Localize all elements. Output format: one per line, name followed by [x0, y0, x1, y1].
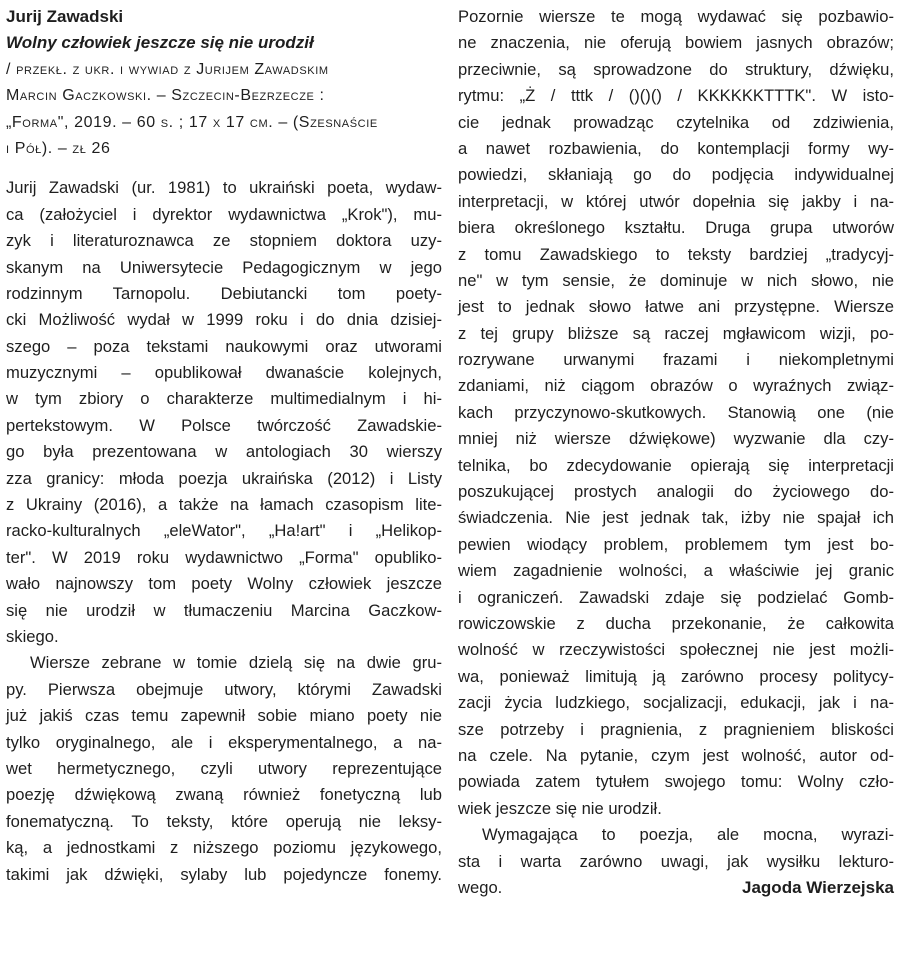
biblio-line: i Pół). – zł 26 [6, 139, 111, 157]
text-line: świadczenia. Nie jest jednak tak, iżby nie spajał ich [458, 508, 894, 528]
text-line: wiek jeszcze się nie urodził. [458, 798, 662, 818]
text-line: interpretacji, w której utwór dopełnia się jakby i na- [458, 191, 894, 211]
text-line: wa, ponieważ limitują ją zarówno procesy politycy- [458, 666, 894, 686]
text-line: Pozornie wiersze te mogą wydawać się pozbawio- [458, 7, 894, 26]
text-line: racko-kulturalnych „eleWator", „Ha!art" i „Helikop- [6, 521, 442, 541]
final-line [458, 875, 894, 901]
left-column [6, 4, 442, 888]
text-line: zacji życia ludzkiego, socjalizacji, edukacji, jak i na- [458, 693, 894, 713]
right-column [458, 4, 894, 901]
text-line: Jurij Zawadski (ur. 1981) to ukraiński poeta, wydaw- [6, 178, 442, 198]
text-line: przeciwnie, są sprowadzone do struktury, dźwięku, [458, 59, 894, 79]
text-line: cki Możliwość wydał w 1999 roku i do dnia dzisiej- [6, 310, 442, 330]
text-line-end: wego. [458, 877, 503, 897]
text-line: wolność w rzeczywistości społecznej nie jest możli- [458, 640, 894, 660]
text-line: ne" w tym sensie, że dominuje w nich słowo, nie [458, 270, 894, 290]
text-line: rytmu: „Ż / tttk / ()()() / KKKKKKTTTK". W isto- [458, 86, 894, 106]
text-line: jest to jednak słowo łatwe ani przystępne. Wiersze [458, 297, 894, 317]
text-line: telnika, bo zdecydowanie opierają się interpretacji [458, 455, 894, 475]
text-line: się nie urodził w tłumaczeniu Marcina Gaczkow- [6, 600, 442, 620]
text-line: fonematyczną. To teksty, które operują nie leksy- [6, 811, 442, 831]
book-title: Wolny człowiek jeszcze się nie urodził [6, 33, 314, 53]
text-line: Wiersze zebrane w tomie dzielą się na dwie gru- [30, 653, 442, 673]
review-signature: Jagoda Wierzejska [742, 877, 894, 897]
text-line: rowiczowskie z ducha przekonanie, że całkowita [458, 613, 894, 633]
text-line: pertekstowym. W Polsce twórczość Zawadskie- [6, 415, 442, 435]
text-line: z tomu Zawadskiego to teksty bardziej „tradycyj- [458, 244, 894, 264]
text-line: skanym na Uniwersytecie Pedagogicznym w jego [6, 257, 442, 277]
text-line: mniej niż wiersze dźwiękowe) wyzwanie dla czy- [458, 429, 894, 449]
text-line: poszukującej prostych analogii do życiowego do- [458, 482, 894, 502]
text-line: wiem zagadnienie wolności, a właściwie jej granic [458, 561, 894, 581]
text-line: sze potrzeby i pragnienia, z pragnieniem bliskości [458, 719, 894, 739]
text-line: go była prezentowana w antologiach 30 wierszy [6, 442, 442, 462]
text-line: muzycznymi – opublikował dwanaście kolejnych, [6, 363, 442, 383]
text-line: kach przyczynowo-skutkowych. Stanowią one (nie [458, 402, 894, 422]
text-line: Wymagająca to poezja, ale mocna, wyrazi- [482, 825, 894, 845]
text-line: skiego. [6, 626, 59, 646]
text-line: na czele. Na pytanie, czym jest wolność, autor od- [458, 745, 894, 765]
text-line: powiedzi, skłaniają go do podjęcia indywidualnej [458, 165, 894, 185]
text-line: z tej grupy bliższe są raczej mgławicom wizji, po- [458, 323, 894, 343]
text-line: w tym zbiory o charakterze multimedialnym i hi- [6, 389, 442, 409]
text-line: a nawet rozbawienia, do kontemplacji formy wy- [458, 138, 894, 158]
text-line: poezję dźwiękową zwaną również fonetyczną lub [6, 785, 442, 805]
text-line: wet hermetycznego, czyli utwory reprezentujące [6, 758, 442, 778]
text-line: tylko oryginalnego, ale i eksperymentalnego, a na- [6, 732, 442, 752]
text-line: cie jednak prowadząc czytelnika od zdziwienia, [458, 112, 894, 132]
text-line: powiada zatem tytułem swojego tomu: Wolny czło- [458, 772, 894, 792]
text-line: już jakiś czas temu zapewnił sobie miano poety nie [6, 706, 442, 726]
biblio-line: „Forma", 2019. – 60 s. ; 17 x 17 cm. – (Szesnaście [6, 113, 378, 131]
text-line: ne znaczenia, nie oferują bowiem jasnych obrazów; [458, 33, 894, 53]
text-line: i ograniczeń. Zawadski zdaje się podzielać Gomb- [458, 587, 894, 607]
text-line: pewien wiodący problem, problemem tym jest bo- [458, 534, 894, 554]
text-line: rodzinnym Tarnopolu. Debiutancki tom poety- [6, 283, 442, 303]
text-line: zza granicy: młoda poezja ukraińska (2012) i Listy [6, 468, 442, 488]
text-line: ter". W 2019 roku wydawnictwo „Forma" opubliko- [6, 547, 442, 567]
text-line: py. Pierwsza obejmuje utwory, którymi Zawadski [6, 679, 442, 699]
biblio-line: Marcin Gaczkowski. – Szczecin-Bezrzecze : [6, 87, 325, 105]
text-line: biera określonego kształtu. Druga grupa utworów [458, 218, 894, 238]
text-line: takimi jak dźwięki, sylaby lub pojedyncze fonemy. [6, 864, 442, 884]
text-line: szego – poza tekstami naukowymi oraz utworami [6, 336, 442, 356]
text-line: zyk i literaturoznawca ze stopniem doktora uzy- [6, 231, 442, 251]
text-line: z Ukrainy (2016), a także na łamach czasopism lite- [6, 495, 442, 515]
text-line: rozrywane urwanymi frazami i niekompletnymi [458, 350, 894, 370]
text-line: ca (założyciel i dyrektor wydawnictwa „Krok"), mu- [6, 204, 442, 224]
text-line: sta i warta zarówno uwagi, jak wysiłku lekturo- [458, 851, 894, 871]
biblio-line: / przekł. z ukr. i wywiad z Jurijem Zawadskim [6, 60, 329, 78]
text-line: ką, a jednostkami z niższego poziomu językowego, [6, 838, 442, 858]
book-author: Jurij Zawadski [6, 7, 124, 26]
text-line: wało najnowszy tom poety Wolny człowiek jeszcze [6, 574, 442, 594]
text-line: zdaniami, niż ciągom obrazów o wyraźnych związ- [458, 376, 894, 396]
